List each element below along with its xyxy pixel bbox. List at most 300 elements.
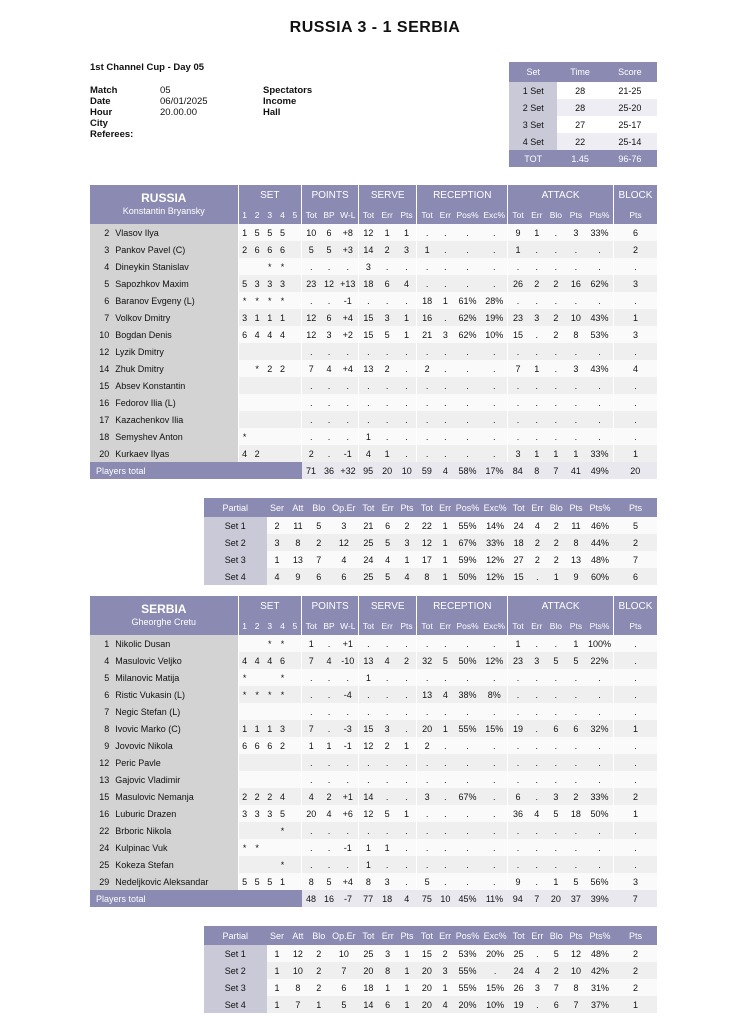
partial-column-header: Op.Er	[329, 498, 358, 517]
stat-cell: .	[613, 669, 657, 686]
stat-cell	[276, 394, 289, 411]
date-label: Date	[90, 96, 111, 107]
stat-cell: .	[397, 754, 417, 771]
stat-cell: 1	[508, 635, 528, 652]
stat-cell: +4	[337, 873, 358, 890]
stat-cell: .	[437, 394, 454, 411]
stat-cell: 23	[508, 652, 528, 669]
partial-stat-cell: 20	[358, 962, 378, 979]
stat-cell: 3	[613, 275, 657, 292]
stat-cell: +4	[337, 360, 358, 377]
stat-cell	[251, 258, 264, 275]
stat-cell: .	[302, 411, 321, 428]
player-number: 6	[90, 686, 113, 703]
player-number: 5	[90, 669, 113, 686]
stat-cell: .	[417, 445, 437, 462]
time-header: Time	[557, 62, 602, 82]
reception-group-header: RECEPTION	[417, 596, 508, 616]
stat-cell: 21	[417, 326, 437, 343]
partial-stat-cell: 59%	[453, 551, 481, 568]
stat-cell: 16	[417, 309, 437, 326]
partial-stat-cell: 48%	[586, 945, 614, 962]
stat-cell: .	[302, 839, 321, 856]
partial-column-header: Exc%	[482, 498, 509, 517]
stat-cell	[251, 635, 264, 652]
stat-cell: 23	[508, 309, 528, 326]
stat-cell: .	[546, 394, 566, 411]
stat-cell: 12	[302, 326, 321, 343]
player-number: 1	[90, 635, 113, 652]
stat-cell: 6	[263, 737, 276, 754]
stat-cell: .	[528, 856, 546, 873]
stat-cell: 7	[302, 652, 321, 669]
total-cell: 48	[302, 890, 321, 907]
partial-stat-cell: 31%	[586, 979, 614, 996]
stat-cell: .	[586, 258, 614, 275]
partial-column-header: Tot	[417, 498, 437, 517]
stat-cell: +4	[337, 309, 358, 326]
partial-stat-cell: 12%	[482, 568, 509, 585]
stat-cell: .	[546, 839, 566, 856]
stat-cell: 1	[378, 839, 397, 856]
partial-column-header: Att	[288, 926, 309, 945]
stat-cell: 18	[417, 292, 437, 309]
partial-column-header: Blo	[546, 498, 566, 517]
stat-cell: 5	[238, 873, 251, 890]
stat-cell: .	[481, 737, 507, 754]
stat-cell: *	[276, 856, 289, 873]
stat-cell: .	[481, 805, 507, 822]
player-number: 14	[90, 360, 113, 377]
player-row	[90, 445, 657, 462]
player-name: Ivovic Marko (C)	[113, 720, 238, 737]
stat-cell: .	[454, 822, 482, 839]
stat-cell: .	[378, 343, 397, 360]
partial-stat-cell: 24	[509, 517, 529, 534]
stat-cell	[289, 292, 302, 309]
partial-column-header: Att	[288, 498, 309, 517]
stat-cell	[251, 428, 264, 445]
stat-cell	[238, 377, 251, 394]
partial-stat-cell: 20%	[482, 945, 509, 962]
stat-cell: .	[481, 377, 507, 394]
stat-cell: 3	[417, 788, 437, 805]
partial-column-header: Err	[378, 926, 397, 945]
stat-cell: 2	[276, 360, 289, 377]
partial-column-header: Err	[378, 498, 397, 517]
player-name: Masulovic Veljko	[113, 652, 238, 669]
stat-cell: .	[528, 394, 546, 411]
stat-cell: .	[546, 686, 566, 703]
stat-cell: .	[508, 669, 528, 686]
set-score: 21-25	[618, 85, 642, 96]
stat-cell: 2	[302, 445, 321, 462]
stat-cell: 12	[359, 224, 378, 241]
stat-cell: .	[566, 258, 586, 275]
partial-column-header: Ser	[267, 926, 288, 945]
stat-cell	[289, 224, 302, 241]
partial-stat-cell: 24	[509, 962, 529, 979]
stat-cell: .	[566, 669, 586, 686]
stat-cell: 12	[359, 805, 378, 822]
stat-cell: .	[337, 428, 358, 445]
stat-cell: .	[337, 703, 358, 720]
stat-cell: .	[586, 292, 614, 309]
column-header: Pts%	[586, 616, 614, 635]
stat-cell: .	[417, 394, 437, 411]
partial-stat-cell: 18	[358, 979, 378, 996]
stat-cell: 43%	[586, 309, 614, 326]
stat-cell: .	[378, 411, 397, 428]
player-name: Milanovic Matija	[113, 669, 238, 686]
stat-cell: .	[454, 258, 482, 275]
stat-cell: 4	[321, 360, 338, 377]
stat-cell: .	[437, 275, 454, 292]
partial-stat-cell: 4	[529, 962, 547, 979]
stat-cell: .	[613, 343, 657, 360]
hour-value: 20.00.00	[160, 107, 197, 118]
partial-stat-cell: 8	[288, 979, 309, 996]
stat-cell: *	[263, 686, 276, 703]
stat-cell: .	[481, 258, 507, 275]
player-row	[90, 241, 657, 258]
stat-cell: .	[302, 394, 321, 411]
stat-cell: .	[454, 805, 482, 822]
stat-cell	[263, 445, 276, 462]
stat-cell: .	[454, 754, 482, 771]
partial-set-label: Set 1	[204, 945, 267, 962]
stat-cell: 2	[613, 788, 657, 805]
stat-cell: *	[276, 258, 289, 275]
player-name: Dineykin Stanislav	[113, 258, 238, 275]
stat-cell: .	[397, 720, 417, 737]
stat-cell: .	[613, 856, 657, 873]
stat-cell: .	[437, 737, 454, 754]
partial-stat-cell: 4	[397, 568, 417, 585]
total-label: TOT	[509, 150, 557, 167]
partial-column-header: Pos%	[453, 498, 481, 517]
partial-row	[204, 962, 657, 979]
player-name: Semyshev Anton	[113, 428, 238, 445]
stat-cell: 1	[397, 309, 417, 326]
stat-cell: 6	[276, 652, 289, 669]
stat-cell: .	[378, 788, 397, 805]
partial-stat-cell: 37%	[586, 996, 614, 1013]
stat-cell: 1	[302, 635, 321, 652]
player-number: 10	[90, 326, 113, 343]
stat-cell: 1	[397, 805, 417, 822]
player-row	[90, 669, 657, 686]
stat-cell: .	[613, 771, 657, 788]
serve-group-header: SERVE	[359, 185, 417, 205]
set-score: 25-17	[618, 119, 642, 130]
stat-cell	[251, 343, 264, 360]
stat-cell: 5	[546, 805, 566, 822]
stat-cell: .	[321, 669, 338, 686]
total-cell: 4	[437, 462, 454, 479]
stat-cell: 4	[321, 652, 338, 669]
stat-cell: .	[378, 669, 397, 686]
column-header: 5	[289, 205, 302, 224]
partial-stat-cell: 12	[288, 945, 309, 962]
referees-label: Referees:	[90, 129, 134, 140]
stat-cell: 62%	[586, 275, 614, 292]
player-number: 5	[90, 275, 113, 292]
stat-cell: 5	[378, 805, 397, 822]
stat-cell: .	[613, 839, 657, 856]
total-cell: 45%	[454, 890, 482, 907]
total-time: 1.45	[557, 150, 602, 167]
total-cell: -7	[337, 890, 358, 907]
partial-stat-cell: 21	[358, 517, 378, 534]
stat-cell: *	[238, 839, 251, 856]
stat-cell	[289, 856, 302, 873]
partial-stat-cell: 1	[397, 979, 417, 996]
player-name: Baranov Evgeny (L)	[113, 292, 238, 309]
stat-cell: .	[417, 377, 437, 394]
stat-cell: 4	[276, 326, 289, 343]
partial-stat-cell: 1	[267, 962, 288, 979]
stat-cell: .	[528, 754, 546, 771]
stat-cell: .	[417, 258, 437, 275]
partial-stat-cell: 15	[509, 568, 529, 585]
stat-cell: 3	[613, 873, 657, 890]
stat-cell	[238, 822, 251, 839]
stat-cell: 26	[508, 275, 528, 292]
partial-stat-cell: .	[529, 996, 547, 1013]
stat-cell: .	[481, 241, 507, 258]
stat-cell	[276, 445, 289, 462]
stat-cell	[276, 771, 289, 788]
stat-cell: -1	[337, 292, 358, 309]
player-number: 2	[90, 224, 113, 241]
stat-cell: 2	[566, 788, 586, 805]
column-header: Pts%	[586, 205, 614, 224]
stat-cell: 3	[359, 258, 378, 275]
stat-cell	[289, 445, 302, 462]
stat-cell: .	[437, 411, 454, 428]
stat-cell: 15	[359, 326, 378, 343]
stat-cell: .	[586, 377, 614, 394]
partial-stat-cell: 24	[358, 551, 378, 568]
set-score: 25-14	[603, 133, 657, 150]
column-header: 5	[289, 616, 302, 635]
stat-cell: .	[397, 411, 417, 428]
players-total-label: Players total	[90, 890, 302, 907]
stat-cell: .	[481, 343, 507, 360]
stat-cell: 4	[321, 805, 338, 822]
stat-cell: .	[566, 856, 586, 873]
total-cell: 39%	[586, 890, 614, 907]
stat-cell: 4	[302, 788, 321, 805]
stat-cell: .	[302, 669, 321, 686]
column-header: Tot	[417, 616, 437, 635]
stat-cell: 1	[546, 873, 566, 890]
stat-cell: 16	[566, 275, 586, 292]
stat-cell: 4	[263, 652, 276, 669]
stat-cell: 22%	[586, 652, 614, 669]
stat-cell: .	[586, 822, 614, 839]
competition-name: 1st Channel Cup - Day 05	[90, 62, 205, 73]
player-row	[90, 635, 657, 652]
stat-cell: .	[321, 839, 338, 856]
partial-row	[204, 551, 657, 568]
total-cell: 94	[508, 890, 528, 907]
partial-column-header: Pts	[614, 498, 657, 517]
partial-set-label: Set 4	[204, 996, 267, 1013]
stat-cell: .	[481, 445, 507, 462]
stat-cell: .	[566, 394, 586, 411]
stat-cell: .	[378, 394, 397, 411]
stat-cell: *	[251, 292, 264, 309]
stat-cell	[289, 703, 302, 720]
stat-cell	[289, 428, 302, 445]
stat-cell: 38%	[454, 686, 482, 703]
stat-cell	[289, 309, 302, 326]
stat-cell: 5	[566, 873, 586, 890]
stat-cell: .	[546, 703, 566, 720]
stat-cell	[263, 771, 276, 788]
stat-cell	[263, 343, 276, 360]
stat-cell: .	[528, 839, 546, 856]
partial-stat-cell: 4	[437, 996, 454, 1013]
stat-cell: .	[302, 343, 321, 360]
attack-group-header: ATTACK	[508, 596, 614, 616]
column-header: Blo	[546, 205, 566, 224]
partial-stat-cell: 15	[417, 945, 437, 962]
stat-cell: 15	[359, 720, 378, 737]
stat-cell	[289, 241, 302, 258]
stat-cell: 1	[359, 839, 378, 856]
partial-row	[204, 534, 657, 551]
partial-stat-cell: 3	[267, 534, 288, 551]
stat-cell	[289, 788, 302, 805]
stat-cell: +1	[337, 788, 358, 805]
partial-stat-cell: 14%	[482, 517, 509, 534]
stat-cell: .	[321, 377, 338, 394]
partial-stat-cell: 6	[614, 568, 657, 585]
stat-cell: .	[397, 703, 417, 720]
stat-cell	[251, 754, 264, 771]
partial-stat-cell: 2	[308, 979, 329, 996]
stat-cell: 33%	[586, 445, 614, 462]
stat-cell: 19	[508, 720, 528, 737]
stat-cell: .	[454, 275, 482, 292]
stat-cell: 4	[378, 652, 397, 669]
stat-cell: .	[481, 754, 507, 771]
stat-cell: 15	[359, 309, 378, 326]
player-row	[90, 292, 657, 309]
stat-cell: +6	[337, 805, 358, 822]
stat-cell: .	[321, 428, 338, 445]
stat-cell: .	[359, 754, 378, 771]
stat-cell: .	[528, 822, 546, 839]
stat-cell: .	[437, 224, 454, 241]
set-group-header: SET	[238, 596, 301, 616]
stat-cell: 4	[613, 360, 657, 377]
stat-cell: *	[238, 686, 251, 703]
stat-cell: 14	[359, 788, 378, 805]
player-row	[90, 275, 657, 292]
stat-cell: 9	[508, 873, 528, 890]
stat-cell: 1	[359, 428, 378, 445]
stat-cell: .	[613, 258, 657, 275]
stat-cell	[276, 377, 289, 394]
partial-stat-cell: 26	[509, 979, 529, 996]
set-label: 4 Set	[509, 133, 557, 150]
stat-cell: .	[337, 377, 358, 394]
partial-stat-cell: 22	[417, 517, 437, 534]
partial-stat-cell: 1	[397, 945, 417, 962]
player-number: 25	[90, 856, 113, 873]
partial-stat-cell: 9	[566, 568, 586, 585]
partial-stat-cell: 3	[397, 534, 417, 551]
stat-cell: .	[454, 360, 482, 377]
stat-cell: .	[454, 669, 482, 686]
stat-cell	[289, 377, 302, 394]
stat-cell: .	[528, 377, 546, 394]
stat-cell	[238, 343, 251, 360]
stat-cell: .	[586, 856, 614, 873]
player-name: Kokeza Stefan	[113, 856, 238, 873]
partial-stat-cell: 25	[358, 568, 378, 585]
player-row	[90, 258, 657, 275]
stat-cell: 28%	[481, 292, 507, 309]
stat-cell: 1	[359, 856, 378, 873]
player-row	[90, 720, 657, 737]
stat-cell	[251, 394, 264, 411]
stat-cell: 2	[528, 275, 546, 292]
stat-cell: .	[546, 377, 566, 394]
stat-cell: .	[508, 686, 528, 703]
player-name: Kulpinac Vuk	[113, 839, 238, 856]
stat-cell: .	[417, 805, 437, 822]
stat-cell: 6	[263, 241, 276, 258]
partial-column-header: Op.Er	[329, 926, 358, 945]
stat-cell	[238, 856, 251, 873]
stat-cell: .	[566, 377, 586, 394]
stat-cell: .	[586, 686, 614, 703]
stat-cell: .	[321, 686, 338, 703]
total-cell: 17%	[481, 462, 507, 479]
stat-cell: +1	[337, 635, 358, 652]
stat-cell: 5	[251, 873, 264, 890]
stat-cell: 4	[437, 686, 454, 703]
stat-cell: .	[417, 703, 437, 720]
stat-cell: -1	[337, 839, 358, 856]
stat-cell: .	[528, 343, 546, 360]
stat-cell: .	[417, 771, 437, 788]
stat-cell: .	[566, 703, 586, 720]
stat-cell: .	[454, 343, 482, 360]
stat-cell: *	[276, 635, 289, 652]
player-row	[90, 703, 657, 720]
players-total-row	[90, 890, 657, 907]
player-number: 15	[90, 788, 113, 805]
stat-cell: 5	[437, 652, 454, 669]
partial-stat-cell: 5	[329, 996, 358, 1013]
stat-cell: .	[546, 737, 566, 754]
stat-cell: .	[437, 343, 454, 360]
stat-cell: .	[378, 377, 397, 394]
stat-cell	[289, 873, 302, 890]
stat-cell: 4	[251, 652, 264, 669]
partial-stat-cell: 8	[566, 534, 586, 551]
partial-stat-cell: 1	[267, 979, 288, 996]
stat-cell: .	[586, 428, 614, 445]
stat-cell: .	[454, 703, 482, 720]
partial-stat-cell: 5	[378, 534, 397, 551]
